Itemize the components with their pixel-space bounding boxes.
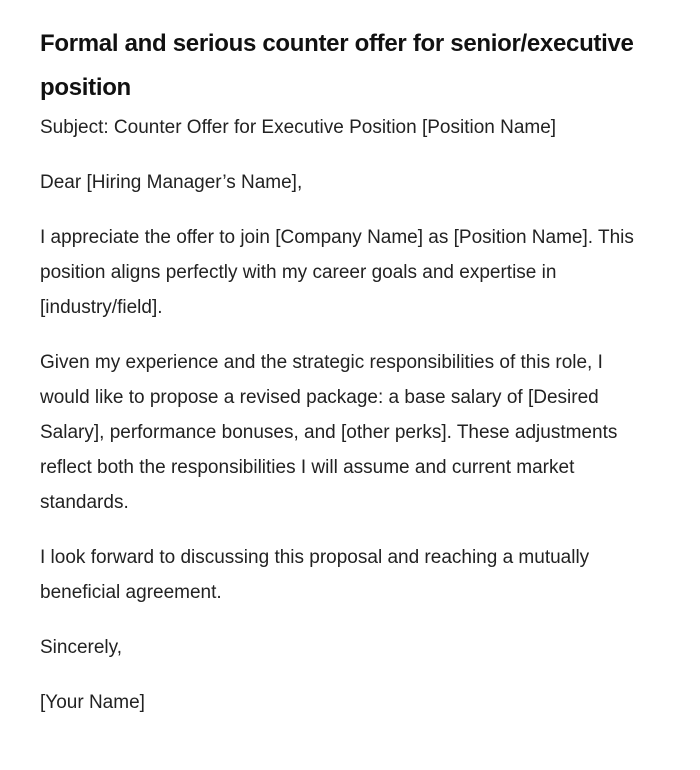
body-paragraph: I appreciate the offer to join [Company Name] as [Position Name]. This position aligns perfectly with my career goals and expertise in [industry/field]. <box>40 227 634 318</box>
greeting: Dear [Hiring Manager’s Name], <box>40 172 303 193</box>
body-paragraph: I look forward to discussing this proposal and reaching a mutually beneficial agreement. <box>40 547 590 603</box>
page-title: Formal and serious counter offer for senior/executive position <box>40 30 634 101</box>
body-paragraph: Given my experience and the strategic responsibilities of this role, I would like to propose a revised package: a base salary of [Desired Salary], performance bonuses, and [other perks]. These adjustments reflect both the responsibilities I will assume and current market standards. <box>40 352 618 513</box>
signature: [Your Name] <box>40 692 145 713</box>
subject-line: Subject: Counter Offer for Executive Position [Position Name] <box>40 117 557 138</box>
closing: Sincerely, <box>40 637 123 658</box>
